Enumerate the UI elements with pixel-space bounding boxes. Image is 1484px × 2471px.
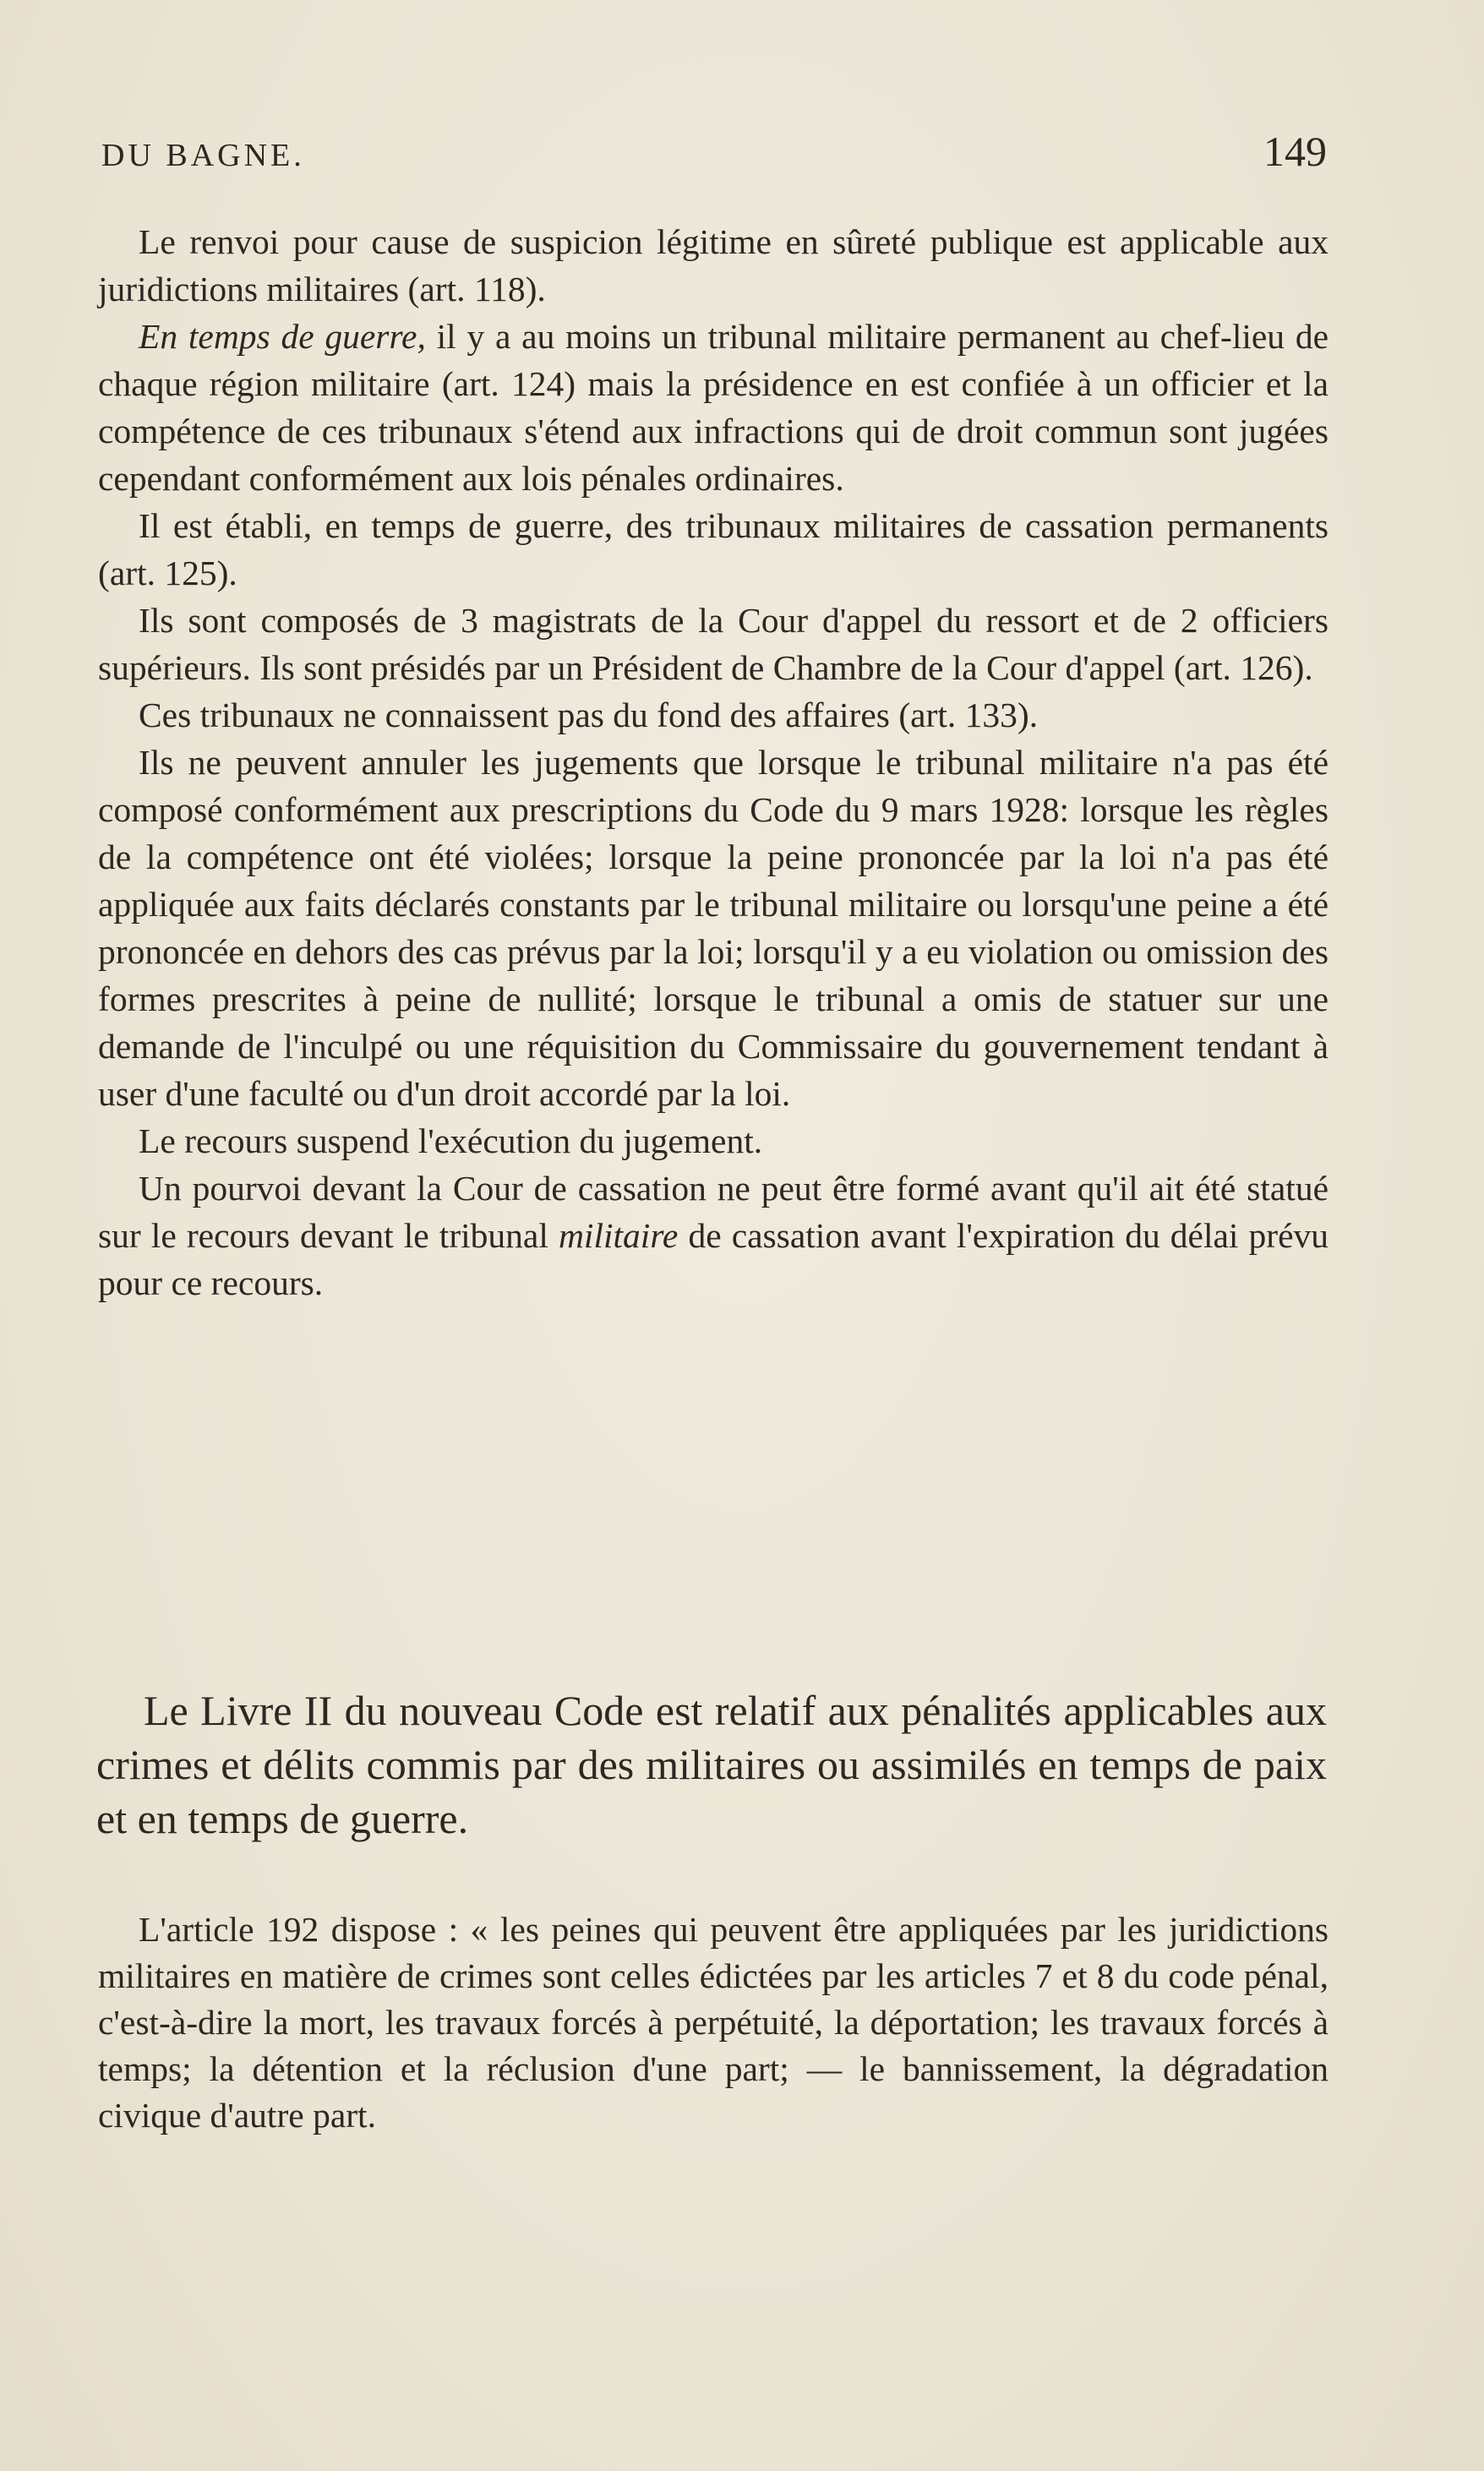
- page-header: [101, 127, 1327, 186]
- page-number: 149: [1263, 128, 1327, 175]
- paragraph: En temps de guerre, il y a au moins un tribunal militaire permanent au chef-lieu de chaque région militaire (art. 124) mais la présidence en est confiée à un officier et la compétence de ces tribunaux s'étend aux infractions qui de droit commun sont jugées cependant conformément aux lois pénales ordinaires.: [98, 317, 1329, 498]
- closing-text: [98, 1906, 1329, 2139]
- paragraph: Il est établi, en temps de guerre, des tribunaux militaires de cassation permanents (art. 125).: [98, 506, 1329, 592]
- paragraph: Un pourvoi devant la Cour de cassation ne peut être formé avant qu'il ait été statué sur le recours devant le tribunal militaire de cassation avant l'expiration du délai prévu pour ce recours.: [98, 1169, 1329, 1302]
- running-head: DU BAGNE.: [101, 138, 305, 173]
- paragraph: Ils sont composés de 3 magistrats de la Cour d'appel du ressort et de 2 officiers supérieurs. Ils sont présidés par un Président de Chambre de la Cour d'appel (art. 126).: [98, 601, 1329, 687]
- section-heading: Le Livre II du nouveau Code est relatif aux pénalités applicables aux crimes et délits commis par des militaires ou assimilés en temps de paix et en temps de guerre.: [96, 1687, 1327, 1842]
- italic-phrase: En temps de guerre,: [139, 317, 426, 356]
- closing-paragraph: L'article 192 dispose : « les peines qui peuvent être appliquées par les juridictions militaires en matière de crimes sont celles édictées par les articles 7 et 8 du code pénal, c'est-à-dire la mort, les travaux forcés à perpétuité, la déportation; les travaux forcés à temps; la détention et la réclusion d'une part; — le bannissement, la dégradation civique d'autre part.: [98, 1910, 1329, 2135]
- body-text: [98, 218, 1329, 1306]
- paragraph: Ils ne peuvent annuler les jugements que lorsque le tribunal militaire n'a pas été composé conformément aux prescriptions du Code du 9 mars 1928: lorsque les règles de la compétence ont été violées; lorsque la peine prononcée par la loi n'a pas été appliquée aux faits déclarés constants par le tribunal militaire ou lorsqu'une peine a été prononcée en dehors des cas prévus par la loi; lorsqu'il y a eu violation ou omission des formes prescrites à peine de nullité; lorsque le tribunal a omis de statuer sur une demande de l'inculpé ou une réquisition du Commissaire du gouvernement tendant à user d'une faculté ou d'un droit accordé par la loi.: [98, 743, 1329, 1113]
- paragraph: Le renvoi pour cause de suspicion légitime en sûreté publique est applicable aux juridictions militaires (art. 118).: [98, 222, 1329, 308]
- paragraph: Ces tribunaux ne connaissent pas du fond des affaires (art. 133).: [139, 695, 1039, 734]
- italic-word: militaire: [558, 1216, 679, 1255]
- paragraph: Le recours suspend l'exécution du jugement.: [139, 1121, 763, 1160]
